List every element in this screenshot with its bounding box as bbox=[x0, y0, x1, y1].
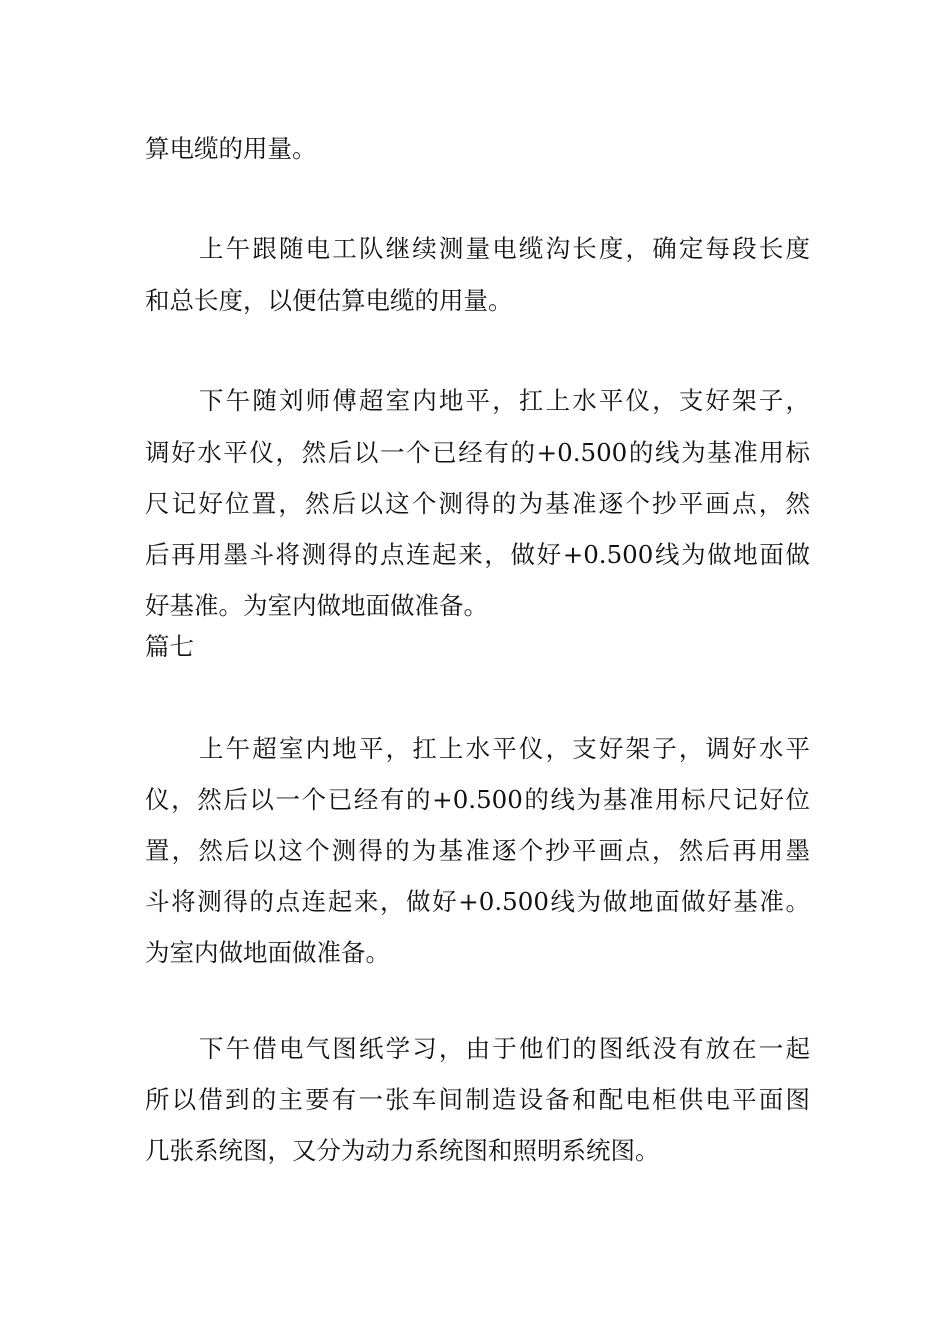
text-line: 置，然后以这个测得的为基准逐个抄平画点，然后再用墨 bbox=[145, 836, 810, 865]
text-line: 下午借电气图纸学习，由于他们的图纸没有放在一起 bbox=[199, 1034, 810, 1063]
text-line: 和总长度，以便估算电缆的用量。 bbox=[145, 286, 513, 315]
section-heading: 篇七 bbox=[145, 632, 194, 661]
text-line: 尺记好位置，然后以这个测得的为基准逐个抄平画点，然 bbox=[145, 489, 810, 518]
text-line: 上午超室内地平，扛上水平仪，支好架子，调好水平 bbox=[199, 734, 810, 763]
text-line: 算电缆的用量。 bbox=[145, 134, 317, 163]
text-line: 几张系统图，又分为动力系统图和照明系统图。 bbox=[145, 1136, 660, 1165]
text-line: 所以借到的主要有一张车间制造设备和配电柜供电平面图 bbox=[145, 1085, 810, 1114]
text-line: 为室内做地面做准备。 bbox=[145, 938, 390, 967]
text-line: 下午随刘师傅超室内地平，扛上水平仪，支好架子， bbox=[199, 386, 810, 415]
text-line: 好基准。为室内做地面做准备。 bbox=[145, 591, 488, 620]
text-line: 仪，然后以一个已经有的+0.500的线为基准用标尺记好位 bbox=[145, 785, 810, 814]
text-line: 调好水平仪，然后以一个已经有的+0.500的线为基准用标 bbox=[145, 438, 810, 467]
text-line: 斗将测得的点连起来，做好+0.500线为做地面做好基准。 bbox=[145, 887, 810, 916]
text-line: 后再用墨斗将测得的点连起来，做好+0.500线为做地面做 bbox=[145, 540, 810, 569]
text-line: 上午跟随电工队继续测量电缆沟长度，确定每段长度 bbox=[199, 234, 810, 263]
